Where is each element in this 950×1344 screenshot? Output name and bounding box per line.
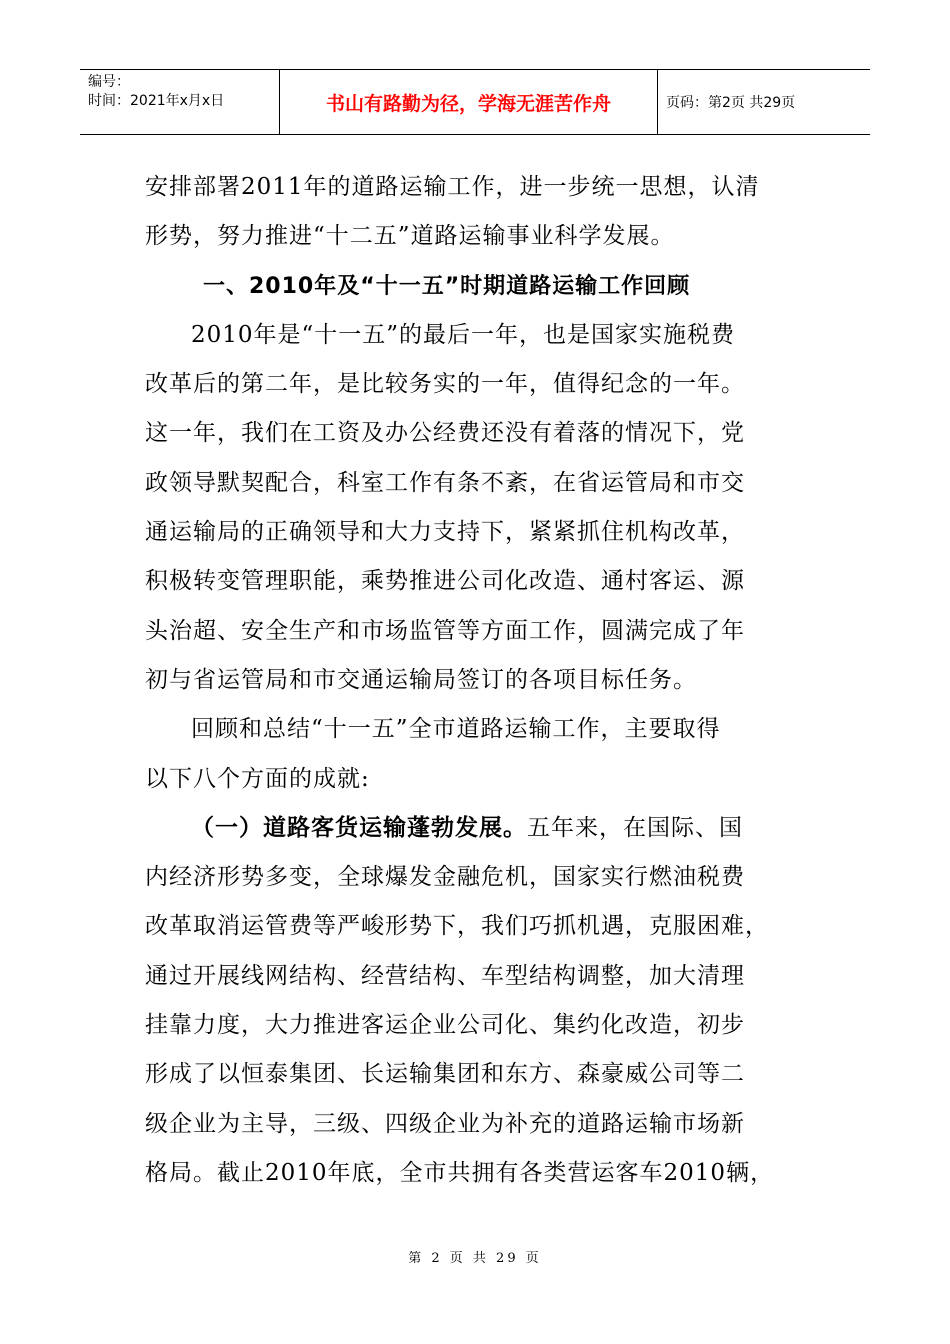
text-line: 通运输局的正确领导和大力支持下，紧紧抓住机构改革， xyxy=(145,519,745,546)
text-line: 级企业为主导，三级、四级企业为补充的道路运输市场新 xyxy=(145,1110,745,1137)
document-body xyxy=(145,163,795,1198)
paragraph-start xyxy=(145,804,795,853)
section-heading: 一、2010年及“十一五”时期道路运输工作回顾 xyxy=(203,273,691,299)
date-label: 时间：2021年x月x日 xyxy=(88,93,225,109)
text-line: 格局。截止2010年底，全市共拥有各类营运客车2010辆， xyxy=(145,1159,775,1186)
text-line: 内经济形势多变，全球爆发金融危机，国家实行燃油税费 xyxy=(145,864,745,891)
header-page-info: 页码：第2页 共29页 xyxy=(666,95,796,111)
text-line: 通过开展线网结构、经营结构、车型结构调整，加大清理 xyxy=(145,962,745,989)
number-label: 编号： xyxy=(88,74,130,90)
text-line: 安排部署2011年的道路运输工作，进一步统一思想，认清 xyxy=(145,174,760,200)
text-line: 改革后的第二年，是比较务实的一年，值得纪念的一年。 xyxy=(145,371,745,398)
text-line: 这一年，我们在工资及办公经费还没有着落的情况下，党 xyxy=(145,420,745,447)
header-motto: 书山有路勤为径，学海无涯苦作舟 xyxy=(280,70,658,134)
text-line: 初与省运管局和市交通运输局签订的各项目标任务。 xyxy=(145,666,697,693)
text-line: 头治超、安全生产和市场监管等方面工作，圆满完成了年 xyxy=(145,617,745,644)
text-line: 2010年是“十一五”的最后一年，也是国家实施税费 xyxy=(191,321,736,348)
page-header xyxy=(80,69,870,135)
header-meta xyxy=(80,70,280,134)
page-footer: 第 2 页 共 29 页 xyxy=(408,1251,542,1266)
text-run: 五年来，在国际、国 xyxy=(527,814,743,841)
text-line: 积极转变管理职能，乘势推进公司化改造、通村客运、源 xyxy=(145,568,745,595)
text-line: 改革取消运管费等严峻形势下，我们巧抓机遇，克服困难， xyxy=(145,913,769,940)
bold-lead: （一）道路客货运输蓬勃发展。 xyxy=(191,814,527,841)
text-line: 形成了以恒泰集团、长运输集团和东方、森豪威公司等二 xyxy=(145,1061,745,1088)
text-line: 挂靠力度，大力推进客运企业公司化、集约化改造，初步 xyxy=(145,1012,745,1039)
text-line: 政领导默契配合，科室工作有条不紊，在省运管局和市交 xyxy=(145,469,745,496)
text-line: 回顾和总结“十一五”全市道路运输工作，主要取得 xyxy=(191,716,721,743)
text-line: 以下八个方面的成就: xyxy=(145,765,370,792)
text-line: 形势，努力推进“十二五”道路运输事业科学发展。 xyxy=(145,223,675,250)
